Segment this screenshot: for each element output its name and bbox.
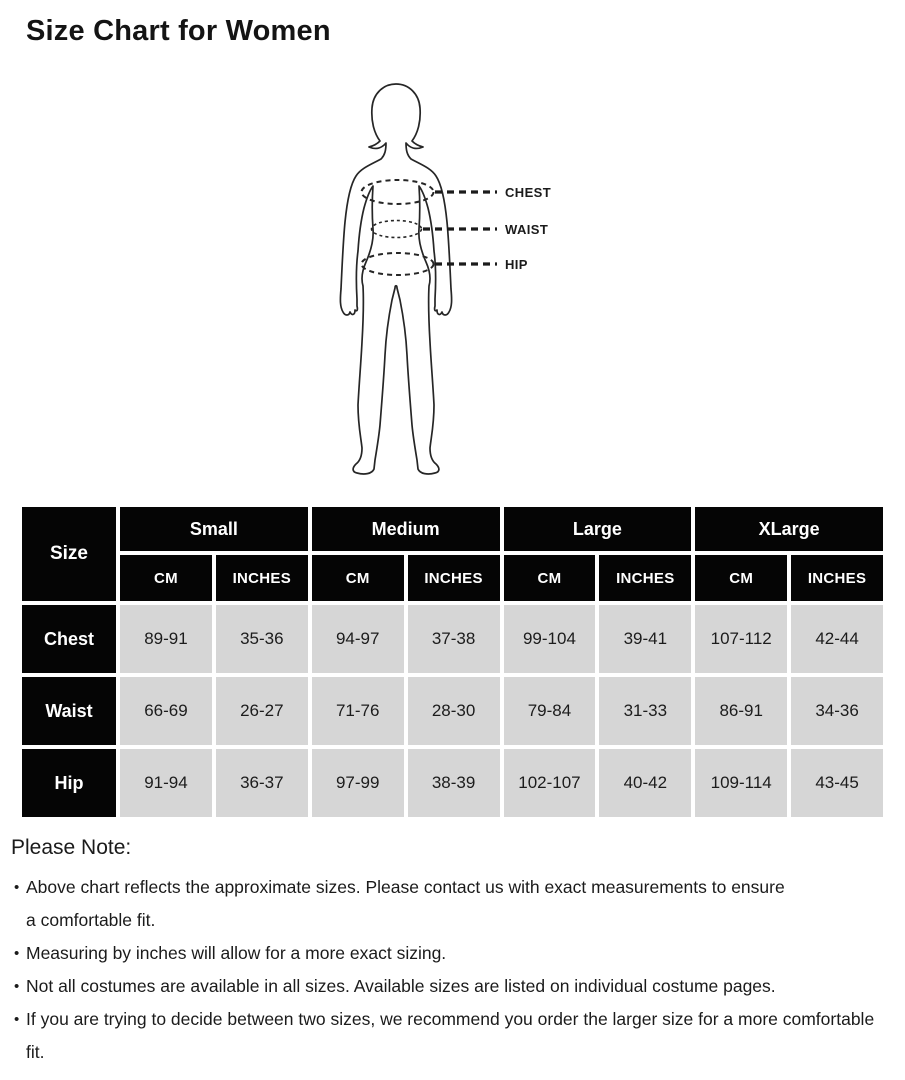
size-corner-header: Size: [22, 507, 116, 601]
row-label-hip: Hip: [22, 749, 116, 817]
note-item: • Measuring by inches will allow for a more exact sizing.: [11, 937, 881, 970]
chest-figure-label: CHEST: [505, 185, 552, 200]
female-body-diagram: [330, 80, 580, 490]
cell-hip-xlarge-inches: 43-45: [791, 749, 883, 817]
cell-waist-small-inches: 26-27: [216, 677, 308, 745]
cell-hip-large-inches: 40-42: [599, 749, 691, 817]
hip-measure-ellipse: [362, 253, 434, 275]
cell-chest-large-inches: 39-41: [599, 605, 691, 673]
cell-waist-xlarge-inches: 34-36: [791, 677, 883, 745]
size-group-header-xlarge: XLarge: [695, 507, 883, 551]
unit-header-large-inches: INCHES: [599, 555, 691, 601]
cell-waist-small-cm: 66-69: [120, 677, 212, 745]
note-item: • If you are trying to decide between two sizes, we recommend you order the larger size for a more comfortable fit.: [11, 1003, 881, 1069]
cell-chest-small-inches: 35-36: [216, 605, 308, 673]
cell-waist-xlarge-cm: 86-91: [695, 677, 787, 745]
note-item: • Above chart reflects the approximate sizes. Please contact us with exact measurements to ensure a comfortable fit.: [11, 871, 796, 937]
page-title: Size Chart for Women: [26, 15, 331, 47]
cell-chest-large-cm: 99-104: [504, 605, 596, 673]
notes-section: [11, 836, 901, 1069]
cell-hip-small-cm: 91-94: [120, 749, 212, 817]
unit-header-medium-inches: INCHES: [408, 555, 500, 601]
cell-chest-xlarge-inches: 42-44: [791, 605, 883, 673]
unit-header-small-cm: CM: [120, 555, 212, 601]
cell-waist-large-cm: 79-84: [504, 677, 596, 745]
cell-waist-large-inches: 31-33: [599, 677, 691, 745]
unit-header-xlarge-cm: CM: [695, 555, 787, 601]
cell-chest-xlarge-cm: 107-112: [695, 605, 787, 673]
unit-header-medium-cm: CM: [312, 555, 404, 601]
cell-chest-medium-cm: 94-97: [312, 605, 404, 673]
measurement-figure: [330, 80, 580, 490]
size-table: [22, 507, 883, 817]
notes-list: [11, 871, 901, 1069]
cell-waist-medium-cm: 71-76: [312, 677, 404, 745]
row-label-chest: Chest: [22, 605, 116, 673]
size-group-header-medium: Medium: [312, 507, 500, 551]
cell-hip-medium-inches: 38-39: [408, 749, 500, 817]
cell-hip-small-inches: 36-37: [216, 749, 308, 817]
cell-hip-xlarge-cm: 109-114: [695, 749, 787, 817]
size-group-header-small: Small: [120, 507, 308, 551]
cell-chest-medium-inches: 37-38: [408, 605, 500, 673]
row-label-waist: Waist: [22, 677, 116, 745]
cell-waist-medium-inches: 28-30: [408, 677, 500, 745]
cell-hip-large-cm: 102-107: [504, 749, 596, 817]
female-body-outline: [340, 84, 451, 474]
waist-measure-ellipse: [372, 221, 422, 238]
cell-hip-medium-cm: 97-99: [312, 749, 404, 817]
notes-heading: Please Note:: [11, 836, 132, 859]
hip-figure-label: HIP: [505, 257, 528, 272]
note-item: • Not all costumes are available in all sizes. Available sizes are listed on individual costume pages.: [11, 970, 881, 1003]
unit-header-large-cm: CM: [504, 555, 596, 601]
waist-figure-label: WAIST: [505, 222, 549, 237]
unit-header-xlarge-inches: INCHES: [791, 555, 883, 601]
cell-chest-small-cm: 89-91: [120, 605, 212, 673]
size-group-header-large: Large: [504, 507, 692, 551]
unit-header-small-inches: INCHES: [216, 555, 308, 601]
